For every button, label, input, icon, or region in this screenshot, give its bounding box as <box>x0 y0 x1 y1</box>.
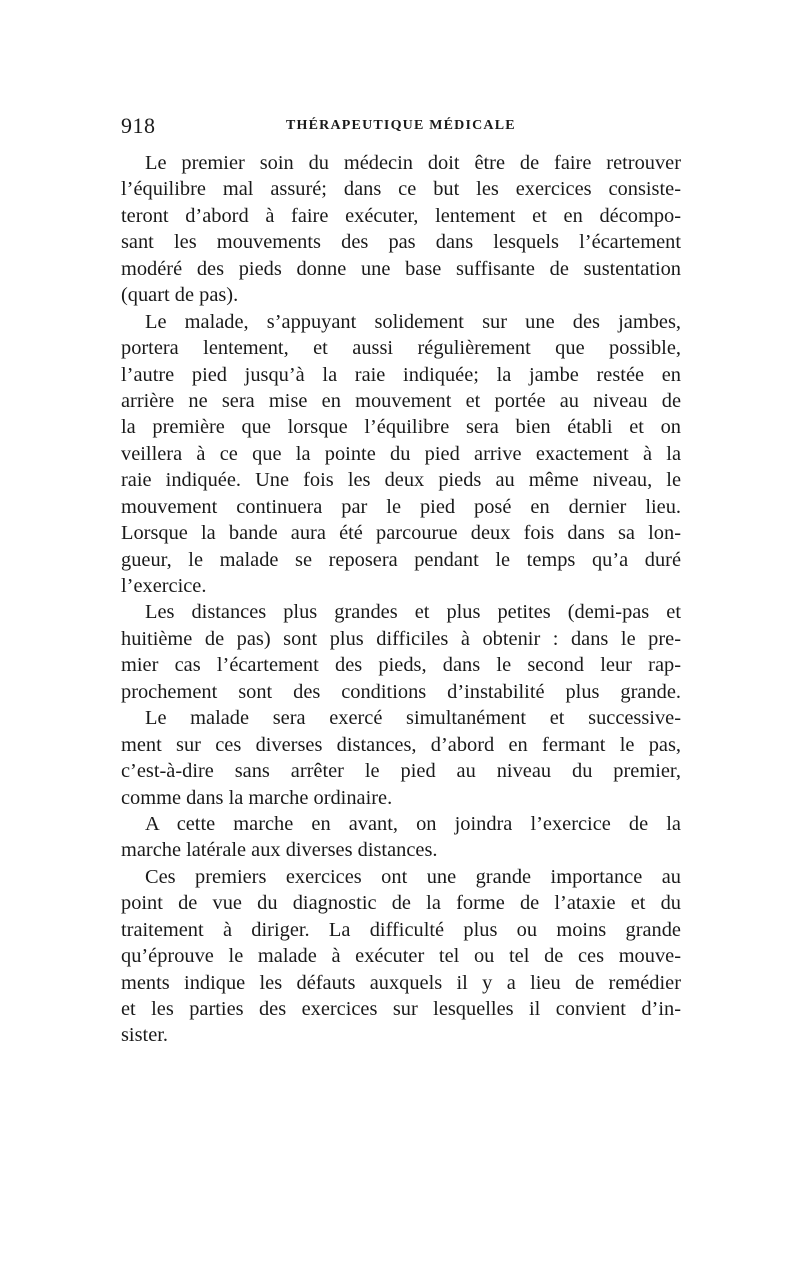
text-line: Le malade sera exercé simultanément et successive- <box>145 707 681 730</box>
paragraph <box>121 150 681 309</box>
text-line: mouvement continuera par le pied posé en dernier lieu. <box>121 495 681 518</box>
text-line: Le malade, s’appuyant solidement sur une des jambes, <box>145 310 681 333</box>
text-line: mier cas l’écartement des pieds, dans le second leur rap- <box>121 654 681 677</box>
text-line: l’exercice. <box>121 575 207 597</box>
text-line: qu’éprouve le malade à exécuter tel ou tel de ces mouve- <box>121 945 681 968</box>
text-line: traitement à diriger. La difficulté plus ou moins grande <box>121 918 681 941</box>
text-line: sant les mouvements des pas dans lesquels l’écartement <box>121 231 681 254</box>
text-line: l’équilibre mal assuré; dans ce but les exercices consiste- <box>121 178 681 201</box>
paragraph <box>121 864 681 1049</box>
text-line: prochement sont des conditions d’instabilité plus grande. <box>121 680 681 703</box>
text-line: ments indique les défauts auxquels il y a lieu de remédier <box>121 971 681 994</box>
text-line: A cette marche en avant, on joindra l’exercice de la <box>145 812 681 835</box>
text-line: c’est-à-dire sans arrêter le pied au niveau du premier, <box>121 760 681 783</box>
text-line: ment sur ces diverses distances, d’abord en fermant le pas, <box>121 733 681 756</box>
text-line: raie indiquée. Une fois les deux pieds au même niveau, le <box>121 469 681 492</box>
paragraph <box>121 309 681 600</box>
text-line: marche latérale aux diverses distances. <box>121 839 438 862</box>
text-line: l’autre pied jusqu’à la raie indiquée; la jambe restée en <box>121 363 681 386</box>
paragraph <box>121 599 681 705</box>
text-line: point de vue du diagnostic de la forme de l’ataxie et du <box>121 892 681 915</box>
text-line: modéré des pieds donne une base suffisante de sustentation <box>121 257 681 280</box>
text-line: arrière ne sera mise en mouvement et portée au niveau de <box>121 389 681 412</box>
text-line: sister. <box>121 1024 169 1047</box>
page-number: 918 <box>121 113 156 138</box>
text-line: gueur, le malade se reposera pendant le temps qu’a duré <box>121 548 681 571</box>
text-line: comme dans la marche ordinaire. <box>121 786 393 809</box>
text-line: portera lentement, et aussi régulièrement que possible, <box>121 337 681 360</box>
paragraph <box>121 811 681 864</box>
page-header <box>121 113 681 143</box>
text-line: Le premier soin du médecin doit être de faire retrouver <box>145 152 681 174</box>
paragraph <box>121 705 681 811</box>
running-title: THÉRAPEUTIQUE MÉDICALE <box>286 118 516 133</box>
text-body <box>121 150 681 1049</box>
text-line: huitième de pas) sont plus difficiles à obtenir : dans le pre- <box>121 627 681 650</box>
text-line: teront d’abord à faire exécuter, lentement et en décompo- <box>121 204 681 227</box>
text-line: Lorsque la bande aura été parcourue deux fois dans sa lon- <box>121 522 681 545</box>
text-line: Ces premiers exercices ont une grande importance au <box>145 865 681 888</box>
text-line: la première que lorsque l’équilibre sera bien établi et on <box>121 416 681 439</box>
text-line: veillera à ce que la pointe du pied arrive exactement à la <box>121 442 681 465</box>
text-line: (quart de pas). <box>121 284 239 307</box>
text-line: et les parties des exercices sur lesquelles il convient d’in- <box>121 998 681 1020</box>
text-line: Les distances plus grandes et plus petites (demi-pas et <box>145 601 681 624</box>
